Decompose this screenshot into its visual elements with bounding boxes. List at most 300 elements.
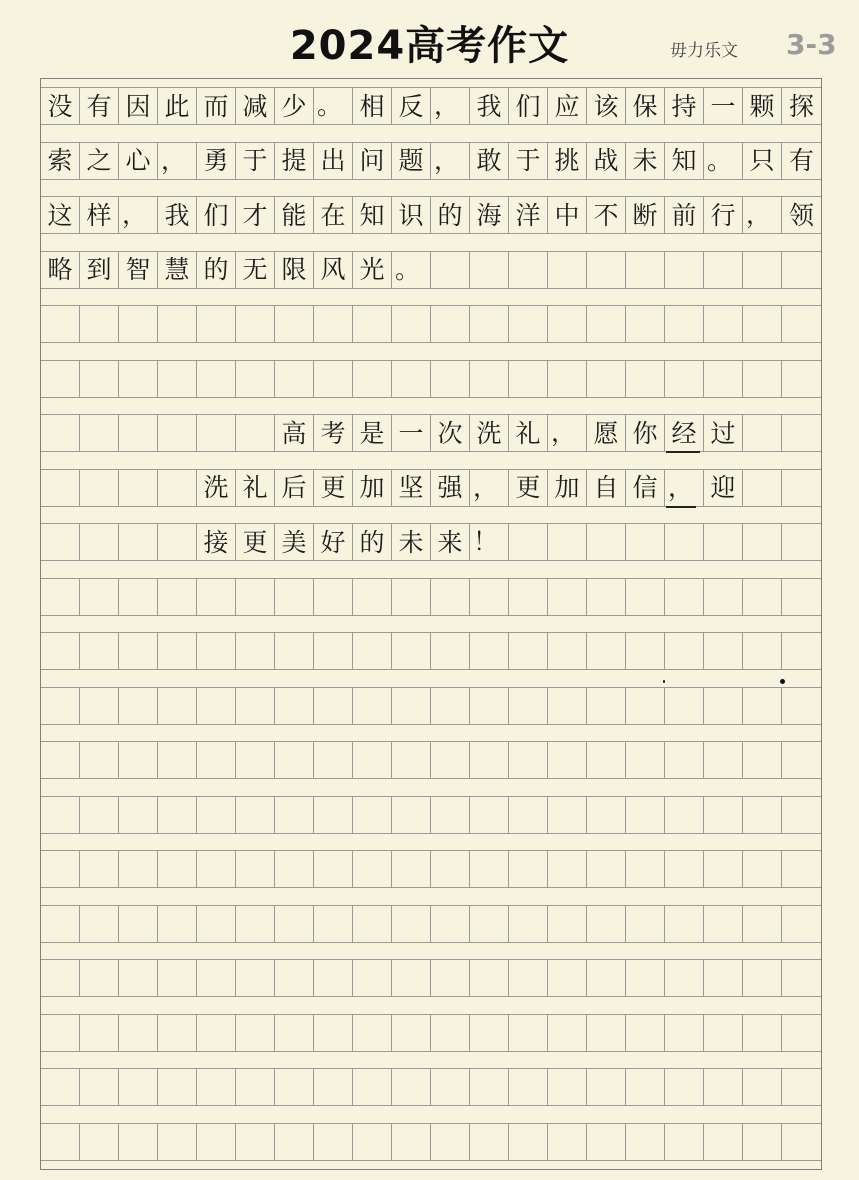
grid-cell: 加	[548, 469, 587, 507]
grid-cell	[665, 796, 704, 834]
grid-cell: 略	[41, 251, 80, 289]
grid-cell	[782, 632, 821, 670]
grid-cell	[626, 850, 665, 888]
grid-cell	[509, 1014, 548, 1052]
grid-cell	[158, 523, 197, 561]
grid-cell: 问	[353, 142, 392, 180]
grid-cell: 洗	[470, 414, 509, 452]
grid-cell	[704, 360, 743, 398]
grid-cell	[80, 360, 119, 398]
grid-cell: 知	[353, 196, 392, 234]
grid-cell	[470, 850, 509, 888]
grid-cell	[119, 1123, 158, 1161]
grid-cell: 慧	[158, 251, 197, 289]
grid-cell	[197, 632, 236, 670]
grid-cell	[314, 687, 353, 725]
grid-cell	[275, 578, 314, 616]
grid-cell	[314, 959, 353, 997]
grid-cell	[509, 796, 548, 834]
grid-cell	[743, 578, 782, 616]
grid-cell	[80, 687, 119, 725]
grid-cell: 美	[275, 523, 314, 561]
grid-cell	[782, 1068, 821, 1106]
grid-cell	[665, 959, 704, 997]
grid-cell: 。	[392, 251, 431, 289]
grid-cell	[41, 796, 80, 834]
grid-cell: 更	[236, 523, 275, 561]
grid-cell	[509, 1068, 548, 1106]
grid-cell	[782, 959, 821, 997]
grid-row	[41, 687, 821, 725]
grid-cell	[626, 1014, 665, 1052]
ink-dot	[780, 679, 785, 684]
grid-cell	[548, 959, 587, 997]
grid-cell: 高	[275, 414, 314, 452]
grid-cell	[41, 305, 80, 343]
grid-cell	[392, 905, 431, 943]
grid-cell	[704, 1123, 743, 1161]
grid-cell: 保	[626, 87, 665, 125]
grid-cell	[704, 850, 743, 888]
grid-cell	[743, 305, 782, 343]
grid-cell	[41, 959, 80, 997]
grid-cell	[314, 578, 353, 616]
grid-cell	[470, 360, 509, 398]
grid-cell	[743, 850, 782, 888]
grid-cell	[392, 687, 431, 725]
grid-cell	[548, 1068, 587, 1106]
grid-cell	[782, 523, 821, 561]
grid-cell	[743, 632, 782, 670]
author-name: 毋力乐文	[670, 41, 738, 61]
grid-cell	[197, 796, 236, 834]
grid-cell	[275, 959, 314, 997]
grid-cell	[80, 414, 119, 452]
grid-cell	[626, 796, 665, 834]
grid-cell	[626, 1068, 665, 1106]
grid-cell	[470, 1068, 509, 1106]
grid-cell	[470, 305, 509, 343]
grid-cell	[314, 1014, 353, 1052]
grid-cell: 没	[41, 87, 80, 125]
grid-cell: 只	[743, 142, 782, 180]
grid-cell	[41, 1123, 80, 1161]
grid-cell	[158, 959, 197, 997]
essay-title: 2024高考作文	[289, 23, 570, 69]
grid-cell	[314, 360, 353, 398]
grid-cell: ！	[470, 523, 509, 561]
grid-cell	[197, 1123, 236, 1161]
grid-cell	[782, 850, 821, 888]
grid-cell	[158, 360, 197, 398]
grid-cell	[782, 741, 821, 779]
grid-cell	[665, 1123, 704, 1161]
grid-cell	[665, 850, 704, 888]
grid-cell	[470, 959, 509, 997]
grid-cell: 过	[704, 414, 743, 452]
grid-cell: 有	[782, 142, 821, 180]
grid-cell	[548, 687, 587, 725]
grid-cell: 更	[509, 469, 548, 507]
grid-row	[41, 360, 821, 398]
grid-cell: 洗	[197, 469, 236, 507]
grid-cell	[353, 1014, 392, 1052]
grid-cell: 。	[314, 87, 353, 125]
grid-cell	[236, 1123, 275, 1161]
grid-cell: ，	[431, 142, 470, 180]
grid-cell	[197, 1068, 236, 1106]
grid-cell	[470, 1123, 509, 1161]
grid-cell: ，	[743, 196, 782, 234]
grid-cell	[80, 905, 119, 943]
grid-cell: 应	[548, 87, 587, 125]
grid-cell	[431, 850, 470, 888]
grid-cell	[509, 1123, 548, 1161]
grid-row	[41, 196, 821, 234]
grid-cell	[743, 1014, 782, 1052]
grid-cell: 坚	[392, 469, 431, 507]
grid-cell	[665, 305, 704, 343]
grid-cell	[353, 850, 392, 888]
grid-cell	[587, 578, 626, 616]
grid-row	[41, 796, 821, 834]
grid-cell	[158, 796, 197, 834]
grid-cell	[236, 687, 275, 725]
grid-cell: 洋	[509, 196, 548, 234]
grid-cell	[548, 1014, 587, 1052]
grid-cell	[197, 1014, 236, 1052]
grid-cell: 持	[665, 87, 704, 125]
underline-mark	[666, 506, 696, 508]
grid-cell: ，	[665, 469, 704, 507]
grid-cell	[626, 741, 665, 779]
grid-cell	[119, 469, 158, 507]
grid-cell: 是	[353, 414, 392, 452]
grid-cell	[704, 305, 743, 343]
grid-cell	[80, 632, 119, 670]
grid-cell	[119, 414, 158, 452]
grid-cell	[704, 523, 743, 561]
grid-cell: 战	[587, 142, 626, 180]
grid-cell	[119, 905, 158, 943]
grid-cell: 这	[41, 196, 80, 234]
grid-cell	[314, 1068, 353, 1106]
grid-cell	[704, 796, 743, 834]
grid-cell	[548, 796, 587, 834]
grid-cell	[353, 632, 392, 670]
grid-cell	[626, 360, 665, 398]
grid-cell	[626, 959, 665, 997]
grid-cell	[743, 959, 782, 997]
grid-cell: 才	[236, 196, 275, 234]
grid-row	[41, 1068, 821, 1106]
grid-cell	[236, 632, 275, 670]
grid-cell: 断	[626, 196, 665, 234]
grid-cell	[548, 305, 587, 343]
grid-cell: 有	[80, 87, 119, 125]
grid-cell: 不	[587, 196, 626, 234]
grid-cell	[431, 741, 470, 779]
grid-cell	[41, 905, 80, 943]
grid-cell	[119, 360, 158, 398]
grid-cell: 你	[626, 414, 665, 452]
grid-cell: 题	[392, 142, 431, 180]
grid-cell	[80, 850, 119, 888]
grid-cell: 少	[275, 87, 314, 125]
grid-cell	[665, 523, 704, 561]
grid-cell	[80, 959, 119, 997]
grid-cell	[119, 1068, 158, 1106]
grid-cell	[41, 741, 80, 779]
grid-cell	[626, 578, 665, 616]
grid-cell	[626, 1123, 665, 1161]
grid-cell	[431, 959, 470, 997]
grid-cell	[353, 796, 392, 834]
grid-cell	[626, 632, 665, 670]
grid-cell	[158, 1068, 197, 1106]
grid-cell	[314, 1123, 353, 1161]
grid-cell: 探	[782, 87, 821, 125]
grid-cell: 愿	[587, 414, 626, 452]
grid-cell: 减	[236, 87, 275, 125]
grid-cell: 更	[314, 469, 353, 507]
grid-cell: 样	[80, 196, 119, 234]
grid-cell	[782, 414, 821, 452]
grid-cell: 而	[197, 87, 236, 125]
grid-cell	[665, 578, 704, 616]
grid-cell	[431, 1014, 470, 1052]
grid-cell: 到	[80, 251, 119, 289]
grid-cell	[41, 687, 80, 725]
grid-cell	[470, 741, 509, 779]
grid-cell	[743, 1123, 782, 1161]
grid-cell	[431, 1068, 470, 1106]
grid-cell	[782, 796, 821, 834]
grid-cell: 光	[353, 251, 392, 289]
grid-cell: 自	[587, 469, 626, 507]
grid-cell: 中	[548, 196, 587, 234]
grid-cell: 索	[41, 142, 80, 180]
grid-cell: 知	[665, 142, 704, 180]
ink-dot	[663, 680, 665, 683]
grid-cell	[158, 1014, 197, 1052]
grid-cell: 后	[275, 469, 314, 507]
grid-cell	[548, 251, 587, 289]
grid-cell: 接	[197, 523, 236, 561]
grid-cell: ，	[431, 87, 470, 125]
grid-cell	[704, 578, 743, 616]
grid-cell	[782, 687, 821, 725]
grid-cell	[548, 905, 587, 943]
grid-cell	[197, 687, 236, 725]
grid-cell: 此	[158, 87, 197, 125]
grid-row	[41, 1014, 821, 1052]
grid-cell	[587, 632, 626, 670]
grid-cell	[275, 1068, 314, 1106]
grid-cell: 。	[704, 142, 743, 180]
grid-cell: 出	[314, 142, 353, 180]
grid-cell	[431, 1123, 470, 1161]
grid-cell: 礼	[509, 414, 548, 452]
grid-cell	[80, 1068, 119, 1106]
grid-cell	[548, 523, 587, 561]
grid-row	[41, 741, 821, 779]
grid-cell: 信	[626, 469, 665, 507]
grid-cell	[548, 632, 587, 670]
grid-cell: 勇	[197, 142, 236, 180]
grid-cell	[197, 360, 236, 398]
grid-cell	[41, 414, 80, 452]
grid-row	[41, 469, 821, 507]
grid-cell	[353, 1068, 392, 1106]
grid-cell: 心	[119, 142, 158, 180]
grid-cell	[353, 1123, 392, 1161]
grid-cell	[158, 469, 197, 507]
grid-cell	[587, 360, 626, 398]
grid-cell: 前	[665, 196, 704, 234]
grid-cell	[80, 796, 119, 834]
grid-cell: 一	[392, 414, 431, 452]
grid-cell: 因	[119, 87, 158, 125]
grid-cell	[665, 1068, 704, 1106]
grid-cell: 智	[119, 251, 158, 289]
grid-cell	[197, 850, 236, 888]
grid-cell	[392, 632, 431, 670]
grid-cell	[470, 687, 509, 725]
grid-cell: 的	[353, 523, 392, 561]
grid-cell	[743, 251, 782, 289]
underline-mark	[666, 451, 700, 453]
grid-cell	[353, 360, 392, 398]
grid-cell	[236, 796, 275, 834]
grid-cell	[431, 251, 470, 289]
grid-cell	[782, 251, 821, 289]
grid-cell	[431, 305, 470, 343]
grid-cell	[587, 305, 626, 343]
grid-cell: 们	[197, 196, 236, 234]
manuscript-grid-sheet	[40, 78, 822, 1170]
grid-cell	[392, 578, 431, 616]
grid-cell	[470, 578, 509, 616]
grid-cell	[158, 1123, 197, 1161]
grid-cell	[119, 959, 158, 997]
grid-cell	[236, 1014, 275, 1052]
grid-cell	[275, 796, 314, 834]
grid-cell	[41, 360, 80, 398]
grid-cell	[704, 687, 743, 725]
grid-cell	[743, 1068, 782, 1106]
grid-cell	[704, 1014, 743, 1052]
grid-cell: 未	[392, 523, 431, 561]
grid-cell	[236, 905, 275, 943]
grid-cell	[431, 632, 470, 670]
grid-cell	[782, 305, 821, 343]
grid-cell	[236, 305, 275, 343]
grid-cell	[782, 905, 821, 943]
grid-cell	[743, 360, 782, 398]
grid-cell	[314, 741, 353, 779]
grid-cell	[626, 251, 665, 289]
grid-cell	[392, 1123, 431, 1161]
grid-cell: 行	[704, 196, 743, 234]
grid-cell	[665, 687, 704, 725]
grid-cell: 反	[392, 87, 431, 125]
grid-cell	[158, 687, 197, 725]
grid-cell	[158, 905, 197, 943]
grid-cell	[704, 905, 743, 943]
grid-row	[41, 523, 821, 561]
grid-row	[41, 87, 821, 125]
grid-cell	[509, 251, 548, 289]
grid-cell: 礼	[236, 469, 275, 507]
grid-cell	[41, 1068, 80, 1106]
grid-cell	[236, 741, 275, 779]
grid-cell	[431, 578, 470, 616]
grid-cell	[782, 578, 821, 616]
grid-cell	[743, 414, 782, 452]
grid-cell	[470, 1014, 509, 1052]
grid-cell	[665, 251, 704, 289]
grid-cell: 我	[158, 196, 197, 234]
grid-cell: 领	[782, 196, 821, 234]
grid-cell	[314, 305, 353, 343]
grid-cell	[470, 905, 509, 943]
grid-cell	[587, 741, 626, 779]
grid-cell	[80, 523, 119, 561]
grid-cell: 一	[704, 87, 743, 125]
grid-cell	[275, 1123, 314, 1161]
grid-cell	[236, 850, 275, 888]
grid-cell	[314, 796, 353, 834]
grid-cell	[158, 305, 197, 343]
grid-cell	[392, 741, 431, 779]
grid-cell	[587, 1014, 626, 1052]
grid-cell	[275, 850, 314, 888]
grid-cell	[41, 523, 80, 561]
grid-cell	[275, 1014, 314, 1052]
grid-cell	[236, 414, 275, 452]
grid-row	[41, 959, 821, 997]
grid-cell	[119, 687, 158, 725]
grid-cell: 于	[509, 142, 548, 180]
grid-cell	[80, 469, 119, 507]
grid-cell	[704, 1068, 743, 1106]
grid-cell	[743, 687, 782, 725]
grid-cell	[353, 741, 392, 779]
grid-row	[41, 632, 821, 670]
grid-cell	[509, 523, 548, 561]
grid-row	[41, 578, 821, 616]
grid-cell	[587, 523, 626, 561]
grid-cell	[197, 414, 236, 452]
grid-cell	[587, 251, 626, 289]
grid-cell	[392, 1068, 431, 1106]
grid-cell: ，	[119, 196, 158, 234]
grid-cell	[509, 687, 548, 725]
grid-cell	[626, 905, 665, 943]
grid-cell	[119, 523, 158, 561]
grid-cell: 限	[275, 251, 314, 289]
grid-cell: 于	[236, 142, 275, 180]
grid-cell	[119, 796, 158, 834]
grid-cell	[548, 741, 587, 779]
grid-cell	[197, 959, 236, 997]
grid-cell: 次	[431, 414, 470, 452]
grid-cell	[509, 850, 548, 888]
grid-cell	[782, 1123, 821, 1161]
grid-cell	[41, 632, 80, 670]
grid-row	[41, 905, 821, 943]
